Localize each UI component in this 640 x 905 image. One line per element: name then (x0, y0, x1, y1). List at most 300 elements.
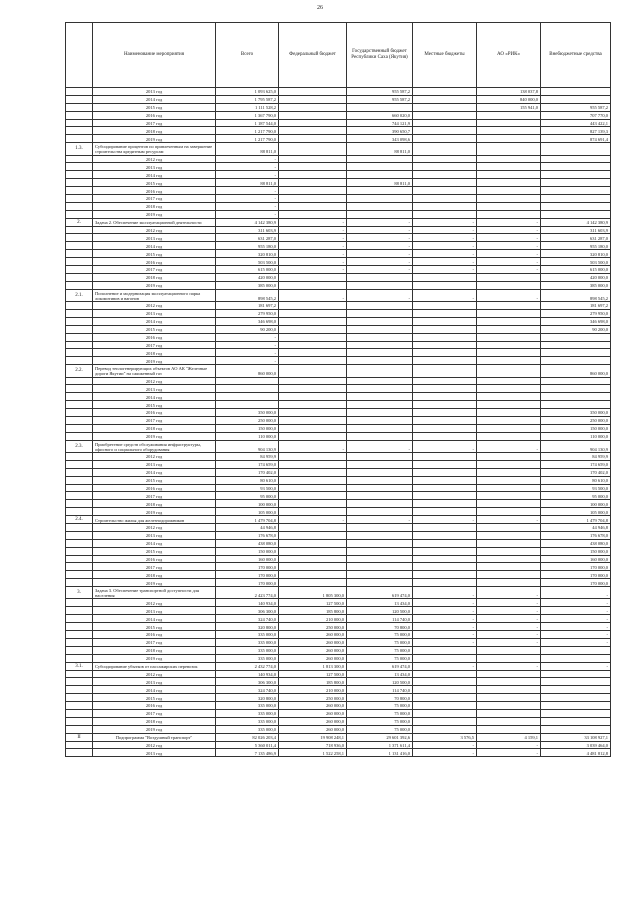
cell-extra: 105 000,0 (541, 508, 611, 516)
cell-total: 311 603,9 (216, 226, 279, 234)
cell-federal (279, 416, 347, 424)
cell-rik (477, 119, 541, 127)
cell-extra: 174 659,0 (541, 460, 611, 468)
cell-extra: - (541, 638, 611, 646)
cell-local: 3 576,5 (413, 733, 477, 741)
cell-extra (541, 357, 611, 365)
cell-no (66, 179, 93, 187)
cell-total: 181 697,2 (216, 302, 279, 310)
cell-republic (347, 357, 413, 365)
cell-extra (541, 88, 611, 96)
table-row (66, 547, 611, 555)
cell-republic: 70 800,0 (347, 694, 413, 702)
cell-federal (279, 155, 347, 163)
cell-extra (541, 646, 611, 654)
cell-federal: - (279, 226, 347, 234)
cell-rik (477, 424, 541, 432)
cell-republic (347, 409, 413, 417)
cell-total: 1 111 528,2 (216, 103, 279, 111)
table-row (66, 686, 611, 694)
cell-rik: - (477, 615, 541, 623)
cell-federal: 1 522 258,1 (279, 749, 347, 757)
cell-total: 1 795 587,2 (216, 95, 279, 103)
cell-total: 170 000,0 (216, 563, 279, 571)
cell-extra: 615 000,0 (541, 266, 611, 274)
cell-extra: 420 000,0 (541, 273, 611, 281)
table-row (66, 357, 611, 365)
cell-rik: - (477, 631, 541, 639)
cell-extra: - (541, 662, 611, 670)
header-extra: Внебюджетные средства (541, 23, 611, 88)
table-row (66, 273, 611, 281)
cell-federal: 210 000,0 (279, 615, 347, 623)
cell-rik (477, 725, 541, 733)
cell-total: 1 093 625,0 (216, 88, 279, 96)
cell-total: 170 402,0 (216, 468, 279, 476)
cell-name: 2014 год (93, 686, 216, 694)
cell-rik (477, 709, 541, 717)
cell-rik (477, 500, 541, 508)
cell-republic (347, 424, 413, 432)
cell-rik: - (477, 266, 541, 274)
cell-federal (279, 424, 347, 432)
cell-federal (279, 281, 347, 289)
cell-rik (477, 309, 541, 317)
cell-extra (541, 171, 611, 179)
cell-total: 279 950,0 (216, 309, 279, 317)
cell-no (66, 508, 93, 516)
cell-federal: 260 000,0 (279, 638, 347, 646)
table-row (66, 281, 611, 289)
cell-total: 898 545,2 (216, 289, 279, 301)
cell-total: 320 800,0 (216, 623, 279, 631)
table-row (66, 317, 611, 325)
cell-total: 110 000,0 (216, 432, 279, 440)
cell-local: - (413, 749, 477, 757)
cell-no (66, 646, 93, 654)
cell-no (66, 226, 93, 234)
cell-no (66, 88, 93, 96)
table-row (66, 539, 611, 547)
table-row (66, 210, 611, 218)
cell-republic (347, 163, 413, 171)
table-row (66, 250, 611, 258)
cell-local (413, 309, 477, 317)
cell-local (413, 725, 477, 733)
cell-federal (279, 119, 347, 127)
cell-republic (347, 377, 413, 385)
cell-no (66, 416, 93, 424)
cell-total: 904 130,9 (216, 440, 279, 452)
table-row (66, 95, 611, 103)
cell-rik (477, 555, 541, 563)
cell-republic: 1 131 416,0 (347, 749, 413, 757)
cell-name: 2012 год (93, 226, 216, 234)
cell-name: 2015 год (93, 476, 216, 484)
table-row (66, 694, 611, 702)
cell-federal: - (279, 266, 347, 274)
cell-no (66, 135, 93, 143)
cell-local (413, 416, 477, 424)
table-row (66, 531, 611, 539)
cell-no (66, 702, 93, 710)
cell-no (66, 579, 93, 587)
cell-federal: 127 500,0 (279, 599, 347, 607)
cell-federal (279, 547, 347, 555)
cell-total: 306 300,0 (216, 678, 279, 686)
cell-extra (541, 349, 611, 357)
table-row (66, 678, 611, 686)
cell-no (66, 670, 93, 678)
cell-name: 2017 год (93, 492, 216, 500)
cell-extra (541, 709, 611, 717)
cell-no (66, 119, 93, 127)
table-row (66, 508, 611, 516)
cell-total: 335 000,0 (216, 702, 279, 710)
cell-rik (477, 476, 541, 484)
cell-extra: 93 500,0 (541, 484, 611, 492)
cell-rik: - (477, 662, 541, 670)
cell-extra: 250 000,0 (541, 416, 611, 424)
cell-federal: 19 908 248,1 (279, 733, 347, 741)
cell-local: - (413, 638, 477, 646)
cell-republic: - (347, 258, 413, 266)
cell-rik (477, 686, 541, 694)
cell-total (216, 385, 279, 393)
cell-local: - (413, 234, 477, 242)
cell-name: 2016 год (93, 484, 216, 492)
cell-name: 2012 год (93, 453, 216, 461)
cell-name: 2015 год (93, 179, 216, 187)
cell-name: 2014 год (93, 539, 216, 547)
cell-name: 2017 год (93, 563, 216, 571)
cell-republic (347, 317, 413, 325)
cell-no: II (66, 733, 93, 741)
table-row (66, 484, 611, 492)
cell-total: 82 026 203,4 (216, 733, 279, 741)
cell-local (413, 484, 477, 492)
cell-local (413, 500, 477, 508)
cell-republic (347, 555, 413, 563)
table-row (66, 571, 611, 579)
cell-republic (347, 401, 413, 409)
cell-federal (279, 508, 347, 516)
cell-extra: 346 698,0 (541, 317, 611, 325)
cell-no (66, 531, 93, 539)
cell-republic: 75 000,0 (347, 631, 413, 639)
cell-federal (279, 111, 347, 119)
table-row (66, 119, 611, 127)
table-row (66, 717, 611, 725)
table-row (66, 266, 611, 274)
cell-extra (541, 202, 611, 210)
cell-extra: 279 950,0 (541, 309, 611, 317)
cell-federal (279, 317, 347, 325)
cell-local (413, 678, 477, 686)
cell-republic (347, 341, 413, 349)
cell-federal (279, 500, 347, 508)
cell-republic (347, 281, 413, 289)
cell-extra (541, 678, 611, 686)
cell-republic: 13 434,0 (347, 599, 413, 607)
cell-rik (477, 579, 541, 587)
cell-name: Задача 3. Обеспечение транспортной доступности для населения (93, 587, 216, 599)
cell-federal (279, 179, 347, 187)
cell-total: 503 500,0 (216, 258, 279, 266)
header-local: Местные бюджеты (413, 23, 477, 88)
cell-local (413, 155, 477, 163)
cell-republic: - (347, 266, 413, 274)
cell-extra: 707 770,0 (541, 111, 611, 119)
cell-republic (347, 393, 413, 401)
cell-extra: 385 000,0 (541, 281, 611, 289)
cell-total: 1 187 544,0 (216, 119, 279, 127)
cell-no (66, 393, 93, 401)
cell-rik (477, 460, 541, 468)
table-row (66, 476, 611, 484)
cell-name: 2018 год (93, 424, 216, 432)
cell-name: 2013 год (93, 607, 216, 615)
cell-rik: - (477, 607, 541, 615)
cell-total: 4 142 380,9 (216, 218, 279, 226)
cell-federal (279, 432, 347, 440)
header-republic: Государственный бюджет Республики Саха (Якутия) (347, 23, 413, 88)
cell-local (413, 654, 477, 662)
cell-rik (477, 524, 541, 532)
table-row (66, 135, 611, 143)
cell-total: 346 698,0 (216, 317, 279, 325)
cell-name: 2017 год (93, 638, 216, 646)
cell-rik (477, 409, 541, 417)
cell-local: - (413, 599, 477, 607)
cell-extra (541, 401, 611, 409)
cell-total: 93 500,0 (216, 484, 279, 492)
cell-republic: 75 000,0 (347, 717, 413, 725)
cell-federal (279, 555, 347, 563)
cell-name: Подпрограмма "Воздушный транспорт" (93, 733, 216, 741)
cell-total: 174 659,0 (216, 460, 279, 468)
cell-extra: 3 039 464,0 (541, 741, 611, 749)
section-row (66, 143, 611, 155)
header-federal: Федеральный бюджет (279, 23, 347, 88)
page-number: 26 (317, 5, 323, 11)
cell-extra: 827 139,3 (541, 127, 611, 135)
cell-republic (347, 416, 413, 424)
cell-rik (477, 468, 541, 476)
cell-republic (347, 571, 413, 579)
table-row (66, 468, 611, 476)
cell-extra: 170 402,0 (541, 468, 611, 476)
cell-federal (279, 401, 347, 409)
table-row (66, 179, 611, 187)
table-row (66, 127, 611, 135)
cell-rik (477, 547, 541, 555)
cell-federal (279, 393, 347, 401)
cell-no (66, 409, 93, 417)
cell-extra: 100 000,0 (541, 500, 611, 508)
table-row (66, 302, 611, 310)
cell-federal (279, 484, 347, 492)
section-row (66, 440, 611, 452)
cell-no (66, 302, 93, 310)
cell-total: 420 000,0 (216, 273, 279, 281)
cell-extra: - (541, 615, 611, 623)
cell-no: 2. (66, 218, 93, 226)
cell-name: 2013 год (93, 385, 216, 393)
cell-name: 2019 год (93, 210, 216, 218)
cell-no (66, 187, 93, 195)
cell-name: 2013 год (93, 678, 216, 686)
cell-federal (279, 579, 347, 587)
cell-republic (347, 484, 413, 492)
table-row (66, 638, 611, 646)
cell-total: - (216, 202, 279, 210)
cell-rik: - (477, 516, 541, 524)
cell-federal: 1 805 300,0 (279, 587, 347, 599)
cell-name: 2019 год (93, 357, 216, 365)
cell-extra (541, 725, 611, 733)
cell-federal (279, 325, 347, 333)
table-row (66, 670, 611, 678)
table-row (66, 416, 611, 424)
cell-federal: 260 000,0 (279, 631, 347, 639)
cell-total: 90 200,0 (216, 325, 279, 333)
cell-federal (279, 88, 347, 96)
cell-no (66, 453, 93, 461)
cell-no: 2.2. (66, 365, 93, 377)
cell-local: - (413, 258, 477, 266)
cell-local (413, 670, 477, 678)
cell-federal (279, 202, 347, 210)
cell-name: Перевод теплогенерирующих объектов АО АК "Железные дороги Якутии" на сжиженный газ (93, 365, 216, 377)
cell-total: - (216, 349, 279, 357)
cell-no (66, 309, 93, 317)
cell-extra: 84 959,9 (541, 453, 611, 461)
cell-total: 631 287,0 (216, 234, 279, 242)
cell-total: - (216, 341, 279, 349)
cell-no (66, 127, 93, 135)
cell-total: 306 300,0 (216, 607, 279, 615)
cell-republic (347, 302, 413, 310)
cell-name: 2013 год (93, 531, 216, 539)
cell-rik (477, 385, 541, 393)
cell-no (66, 341, 93, 349)
cell-extra (541, 377, 611, 385)
cell-extra (541, 333, 611, 341)
cell-total (216, 393, 279, 401)
cell-extra: 170 000,0 (541, 563, 611, 571)
cell-republic (347, 500, 413, 508)
cell-name: Приобретение средств обслуживания инфраструктуры, офисного и социального оборудования (93, 440, 216, 452)
table-row (66, 500, 611, 508)
cell-total: 100 000,0 (216, 500, 279, 508)
cell-no (66, 694, 93, 702)
cell-rik (477, 333, 541, 341)
cell-extra: 631 287,0 (541, 234, 611, 242)
cell-federal (279, 492, 347, 500)
cell-no: 2.4. (66, 516, 93, 524)
cell-rik: 138 037,8 (477, 88, 541, 96)
cell-local (413, 385, 477, 393)
cell-total: 320 800,0 (216, 694, 279, 702)
cell-name: Пополнение и модернизация эксплуатационного парка локомотивов и вагонов (93, 289, 216, 301)
table-body (66, 88, 611, 757)
section-row (66, 289, 611, 301)
cell-local (413, 302, 477, 310)
cell-total: 335 000,0 (216, 717, 279, 725)
cell-local (413, 432, 477, 440)
cell-no (66, 547, 93, 555)
cell-rik: - (477, 218, 541, 226)
cell-no (66, 103, 93, 111)
cell-federal (279, 563, 347, 571)
cell-local (413, 694, 477, 702)
cell-name: 2018 год (93, 646, 216, 654)
cell-federal (279, 163, 347, 171)
cell-rik: - (477, 242, 541, 250)
cell-local (413, 579, 477, 587)
cell-federal: 260 000,0 (279, 725, 347, 733)
cell-republic: 114 740,0 (347, 615, 413, 623)
cell-total: 170 000,0 (216, 579, 279, 587)
cell-no (66, 555, 93, 563)
cell-rik (477, 341, 541, 349)
cell-total: 95 000,0 (216, 492, 279, 500)
cell-name: 2018 год (93, 349, 216, 357)
cell-rik (477, 155, 541, 163)
cell-local (413, 95, 477, 103)
table-row (66, 563, 611, 571)
cell-extra: 1 479 704,8 (541, 516, 611, 524)
cell-rik (477, 273, 541, 281)
table-row (66, 623, 611, 631)
cell-extra: 176 678,0 (541, 531, 611, 539)
cell-no (66, 171, 93, 179)
cell-no: 3. (66, 587, 93, 599)
cell-republic (347, 453, 413, 461)
cell-republic (347, 547, 413, 555)
cell-rik (477, 163, 541, 171)
cell-federal: - (279, 250, 347, 258)
cell-total: 955 180,0 (216, 242, 279, 250)
cell-local (413, 171, 477, 179)
cell-total: 250 000,0 (216, 416, 279, 424)
cell-republic (347, 468, 413, 476)
cell-federal: - (279, 516, 347, 524)
table-row (66, 401, 611, 409)
cell-name: 2015 год (93, 401, 216, 409)
cell-republic: 1 371 611,4 (347, 741, 413, 749)
cell-local (413, 547, 477, 555)
cell-extra: - (541, 599, 611, 607)
cell-extra: 311 603,9 (541, 226, 611, 234)
cell-local (413, 281, 477, 289)
cell-no (66, 163, 93, 171)
cell-name: 2014 год (93, 468, 216, 476)
cell-extra (541, 385, 611, 393)
cell-federal (279, 468, 347, 476)
cell-total: 160 000,0 (216, 555, 279, 563)
cell-local (413, 357, 477, 365)
cell-extra: 955 180,0 (541, 242, 611, 250)
cell-no (66, 432, 93, 440)
cell-name: 2017 год (93, 416, 216, 424)
cell-rik (477, 539, 541, 547)
cell-federal: - (279, 258, 347, 266)
cell-republic (347, 171, 413, 179)
cell-federal (279, 357, 347, 365)
cell-rik (477, 325, 541, 333)
